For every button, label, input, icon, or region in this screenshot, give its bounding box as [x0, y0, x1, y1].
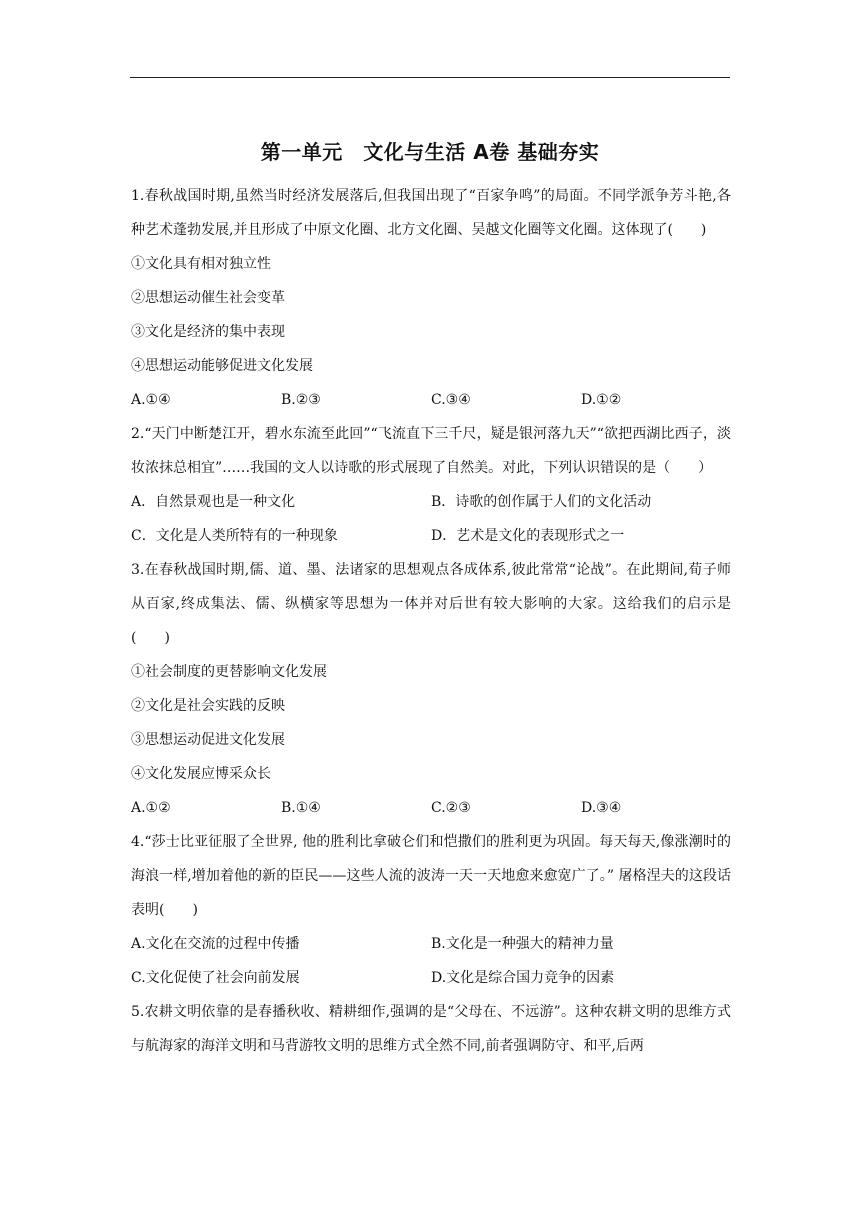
page-title: 第一单元 文化与生活 A卷 基础夯实: [260, 140, 600, 164]
question-stem: 4.“莎士比亚征服了全世界, 他的胜利比拿破仑们和恺撒们的胜利更为巩固。每天每天,像涨潮时的海浪一样,增加着他的新的臣民——这些人流的波涛一天一天地愈来愈宽广了。” 屠格涅夫的这段话表明( ): [131, 834, 731, 918]
option-a: A.文化在交流的过程中传播: [131, 936, 300, 952]
option-c: C.③④: [431, 392, 471, 408]
answer-options: [131, 927, 731, 961]
question-5: [131, 995, 731, 1063]
option-d: D.文化是综合国力竞争的因素: [431, 970, 615, 986]
statement-item: ④文化发展应博采众长: [131, 766, 271, 782]
option-c: C．文化是人类所特有的一种现象: [131, 528, 338, 544]
question-list: [131, 179, 731, 1063]
question-stem: 3.在春秋战国时期,儒、道、墨、法诸家的思想观点各成体系,彼此常常“论战”。在此期间,荀子师从百家,终成集法、儒、纵横家等思想为一体并对后世有较大影响的大家。这给我们的启示是( ): [131, 562, 731, 646]
statement-item: ③思想运动促进文化发展: [131, 732, 285, 748]
option-b: B．诗歌的创作属于人们的文化活动: [431, 494, 652, 510]
statement-item: ④思想运动能够促进文化发展: [131, 358, 313, 374]
option-b: B.文化是一种强大的精神力量: [431, 936, 614, 952]
option-c: C.②③: [431, 800, 471, 816]
question-3: [131, 553, 731, 825]
option-a: A.①②: [131, 800, 171, 816]
option-a: A.①④: [131, 392, 171, 408]
statement-item: ②文化是社会实践的反映: [131, 698, 285, 714]
option-d: D．艺术是文化的表现形式之一: [431, 528, 625, 544]
option-d: D.③④: [581, 800, 622, 816]
question-4: [131, 825, 731, 995]
question-stem: 2.“天门中断楚江开，碧水东流至此回”“飞流直下三千尺，疑是银河落九天”“欲把西湖比西子，淡妆浓抹总相宜”……我国的文人以诗歌的形式展现了自然美。对此，下列认识错误的是（ ）: [131, 426, 731, 476]
answer-options: [131, 383, 731, 417]
answer-options: [131, 791, 731, 825]
question-1: [131, 179, 731, 417]
statement-item: ②思想运动催生社会变革: [131, 290, 285, 306]
statement-item: ③文化是经济的集中表现: [131, 324, 285, 340]
question-2: [131, 417, 731, 553]
statement-item: ①文化具有相对独立性: [131, 256, 271, 272]
option-d: D.①②: [581, 392, 622, 408]
option-b: B.②③: [281, 392, 321, 408]
option-a: A．自然景观也是一种文化: [131, 494, 296, 510]
answer-options: [131, 519, 731, 553]
option-c: C.文化促使了社会向前发展: [131, 970, 300, 986]
option-b: B.①④: [281, 800, 321, 816]
header-rule: [130, 77, 730, 78]
statement-item: ①社会制度的更替影响文化发展: [131, 664, 327, 680]
question-stem: 1.春秋战国时期,虽然当时经济发展落后,但我国出现了“百家争鸣”的局面。不同学派争芳斗艳,各种艺术蓬勃发展,并且形成了中原文化圈、北方文化圈、吴越文化圈等文化圈。这体现了( ): [131, 188, 731, 238]
question-stem: 5.农耕文明依靠的是春播秋收、精耕细作,强调的是“父母在、不远游”。这种农耕文明的思维方式与航海家的海洋文明和马背游牧文明的思维方式全然不同,前者强调防守、和平,后两: [131, 1004, 731, 1054]
answer-options: [131, 485, 731, 519]
answer-options: [131, 961, 731, 995]
